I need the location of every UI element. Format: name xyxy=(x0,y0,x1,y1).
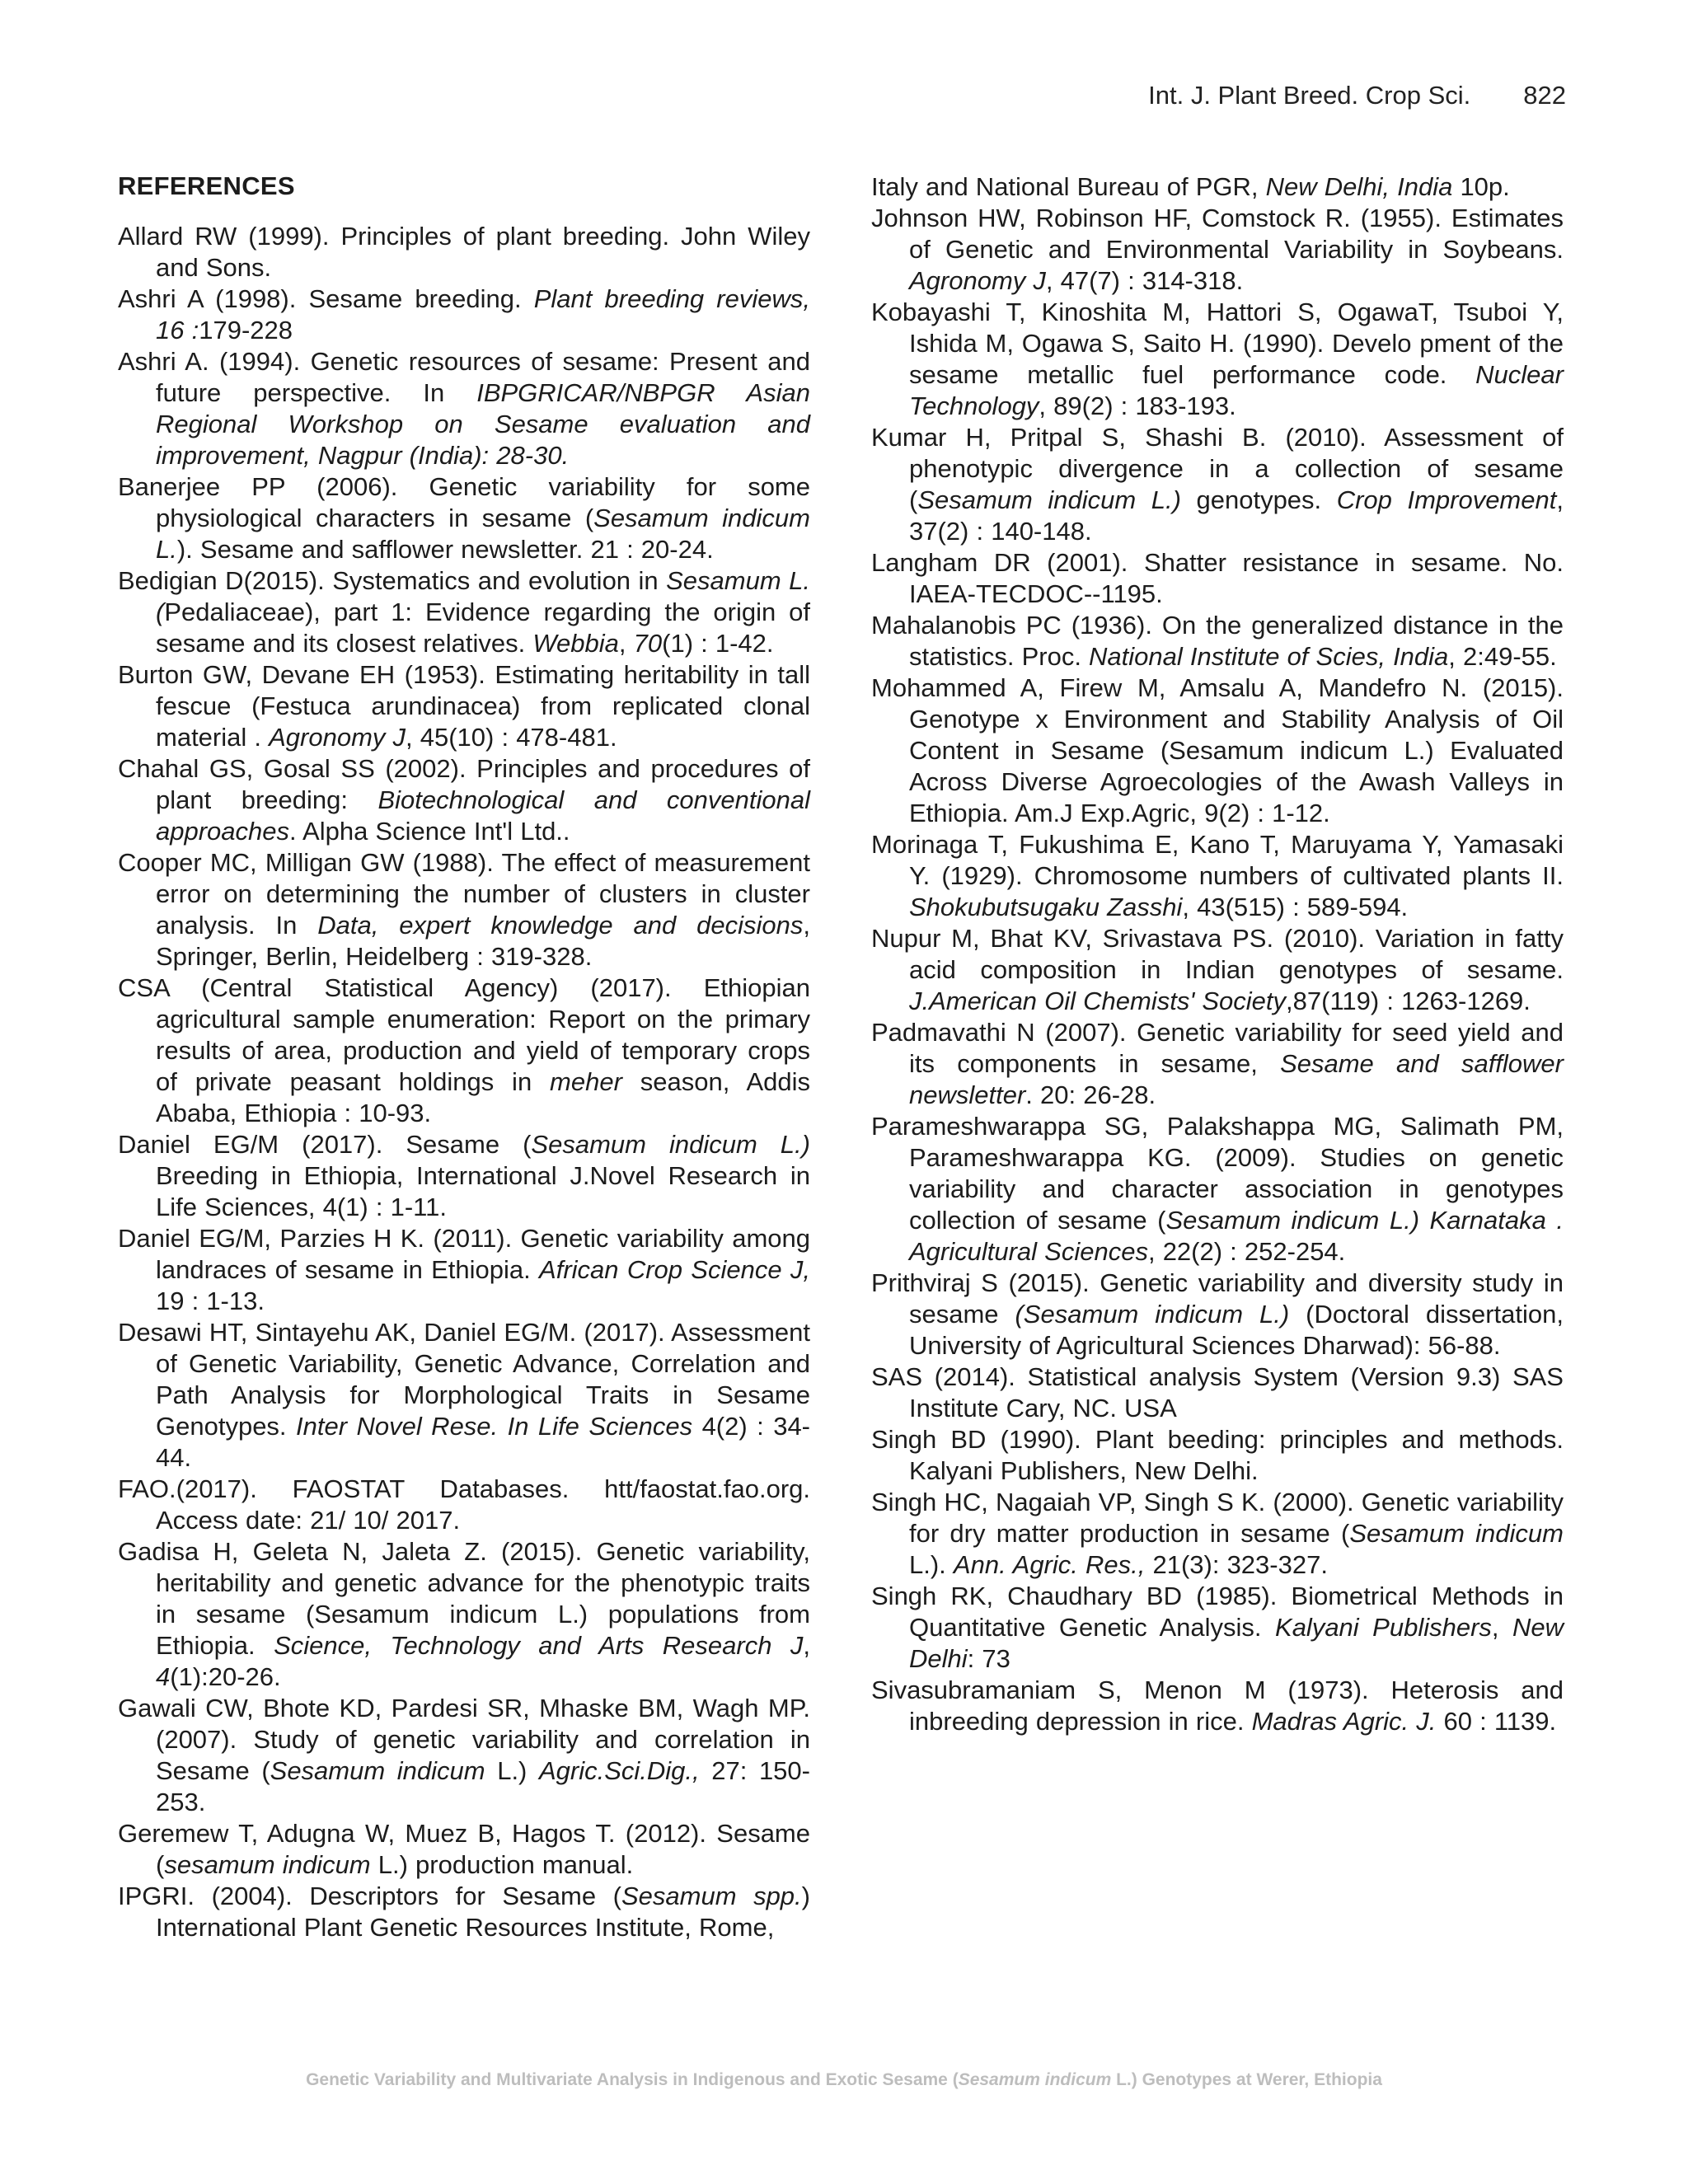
reference-text-segment: , xyxy=(803,1631,810,1660)
reference-text-segment: Sesamum indicum xyxy=(1349,1519,1564,1548)
reference-entry xyxy=(118,1129,810,1223)
reference-text-segment: ). Sesame and safflower newsletter. 21 : 20-24. xyxy=(176,535,714,564)
reference-text-segment: IBPGRICAR/NBPGR Asian Regional Workshop on Sesame evaluation and improvement, Nagpur (India): 28-30. xyxy=(156,378,810,470)
journal-title: Int. J. Plant Breed. Crop Sci. xyxy=(1148,81,1471,110)
reference-entry xyxy=(871,1424,1564,1487)
reference-text-segment: Crop Improvement xyxy=(1336,485,1557,514)
reference-text-segment: Parameshwarappa SG, Palakshappa MG, Salimath PM, Parameshwarappa KG. (2009). Studies on genetic variability and character association in genotypes collection of sesame ( xyxy=(871,1112,1564,1235)
reference-entry xyxy=(871,297,1564,422)
reference-text-segment: Singh RK, Chaudhary BD (1985). Biometrical Methods in Quantitative Genetic Analysis. xyxy=(871,1582,1564,1642)
reference-text-segment: Desawi HT, Sintayehu AK, Daniel EG/M. (2017). Assessment of Genetic Variability, Genetic Advance, Correlation and Path Analysis for Morphological Traits in Sesame Genotypes. xyxy=(118,1318,810,1441)
reference-text-segment: L.) xyxy=(485,1756,539,1785)
reference-text-segment: , 2:49-55. xyxy=(1448,642,1557,671)
reference-entry xyxy=(118,753,810,847)
reference-text-segment: season, Addis Ababa, Ethiopia : 10-93. xyxy=(156,1067,810,1127)
reference-text-segment: meher xyxy=(550,1067,622,1096)
reference-text-segment: , 22(2) : 252-254. xyxy=(1147,1237,1346,1266)
reference-entry xyxy=(871,673,1564,829)
reference-text-segment: Padmavathi N (2007). Genetic variability for seed yield and its components in sesame, xyxy=(871,1018,1564,1078)
reference-entry xyxy=(871,1361,1564,1424)
reference-entry xyxy=(118,284,810,346)
reference-text-segment: Sesamum spp. xyxy=(621,1882,802,1910)
reference-text-segment: Inter Novel Rese. In Life Sciences xyxy=(296,1412,693,1441)
reference-text-segment: L.) Genotypes at Werer, Ethiopia xyxy=(1111,2070,1382,2089)
reference-text-segment: Mahalanobis PC (1936). On the generalized distance in the statistics. Proc. xyxy=(871,611,1564,671)
reference-text-segment: J.American Oil Chemists' Society xyxy=(909,987,1287,1015)
reference-text-segment: Nupur M, Bhat KV, Srivastava PS. (2010). Variation in fatty acid composition in Indian genotypes of sesame. xyxy=(871,924,1564,984)
reference-text-segment: Plant breeding reviews, 16 : xyxy=(156,284,810,344)
reference-entry xyxy=(871,547,1564,610)
references-heading: REFERENCES xyxy=(118,171,295,200)
reference-entry xyxy=(871,610,1564,673)
reference-text-segment: Singh HC, Nagaiah VP, Singh S K. (2000). Genetic variability for dry matter production in sesame ( xyxy=(871,1488,1564,1548)
reference-text-segment: Kobayashi T, Kinoshita M, Hattori S, OgawaT, Tsuboi Y, Ishida M, Ogawa S, Saito H. (1990). Develo pment of the sesame metallic fuel performance code. xyxy=(871,298,1564,389)
reference-entry xyxy=(871,1487,1564,1581)
reference-text-segment: 19 : 1-13. xyxy=(156,1286,265,1315)
reference-text-segment: , 37(2) : 140-148. xyxy=(909,485,1564,546)
reference-entry xyxy=(871,829,1564,923)
reference-text-segment: National Institute of Scies, India xyxy=(1089,642,1449,671)
reference-entry xyxy=(118,346,810,471)
reference-text-segment: Mohammed A, Firew M, Amsalu A, Mandefro N. (2015). Genotype x Environment and Stability Analysis of Oil Content in Sesame (Sesamum indicum L.) Evaluated Across Diverse Agroecologies of the Awash Valleys in Ethiopia. Am.J Exp.Agric, 9(2) : 1-12. xyxy=(871,673,1564,827)
reference-text-segment: 27: 150-253. xyxy=(156,1756,810,1816)
reference-entry xyxy=(118,1536,810,1693)
reference-text-segment: , Springer, Berlin, Heidelberg : 319-328. xyxy=(156,911,810,971)
reference-text-segment: Agronomy J xyxy=(909,266,1046,295)
reference-text-segment: L.). xyxy=(909,1550,954,1579)
reference-text-segment: Sesamum indicum xyxy=(270,1756,485,1785)
reference-text-segment: Daniel EG/M, Parzies H K. (2011). Genetic variability among landraces of sesame in Ethiopia. xyxy=(118,1224,810,1284)
reference-text-segment: Biotechnological and conventional approaches xyxy=(156,785,810,846)
reference-text-segment: . Alpha Science Int'l Ltd.. xyxy=(289,817,570,846)
reference-text-segment: Johnson HW, Robinson HF, Comstock R. (1955). Estimates of Genetic and Environmental Variability in Soybeans. xyxy=(871,204,1564,264)
reference-text-segment: SAS (2014). Statistical analysis System (Version 9.3) SAS Institute Cary, NC. USA xyxy=(871,1362,1564,1422)
reference-text-segment: Singh BD (1990). Plant beeding: principles and methods. Kalyani Publishers, New Delhi. xyxy=(871,1425,1564,1485)
reference-text-segment: 10p. xyxy=(1452,172,1510,201)
reference-text-segment: , 43(515) : 589-594. xyxy=(1182,893,1409,921)
reference-text-segment: Nuclear Technology xyxy=(909,360,1564,420)
reference-entry xyxy=(118,1881,810,1943)
reference-entry xyxy=(118,471,810,565)
reference-text-segment: Science, Technology and Arts Research J xyxy=(274,1631,804,1660)
reference-text-segment: Shokubutsugaku Zasshi xyxy=(909,893,1183,921)
reference-text-segment: Banerjee PP (2006). Genetic variability for some physiological characters in sesame ( xyxy=(118,472,810,532)
reference-text-segment: Allard RW (1999). Principles of plant breeding. John Wiley and Sons. xyxy=(118,222,810,282)
reference-text-segment: Agric.Sci.Dig., xyxy=(538,1756,700,1785)
reference-text-segment: Genetic Variability and Multivariate Analysis in Indigenous and Exotic Sesame ( xyxy=(306,2070,959,2089)
reference-text-segment: . 20: 26-28. xyxy=(1025,1080,1156,1109)
reference-text-segment: L.) production manual. xyxy=(370,1850,634,1879)
reference-text-segment: (1) : 1-42. xyxy=(662,629,774,658)
references-column-left xyxy=(118,221,810,1943)
reference-entry xyxy=(871,1268,1564,1361)
reference-text-segment: CSA (Central Statistical Agency) (2017). Ethiopian agricultural sample enumeration: Report on the primary results of area, production and yield of temporary crops of private peasant holdings in xyxy=(118,973,810,1096)
reference-entry xyxy=(871,1017,1564,1111)
reference-entry xyxy=(118,847,810,972)
reference-text-segment: Ann. Agric. Res., xyxy=(953,1550,1146,1579)
reference-text-segment: Sesamum indicum L.) xyxy=(531,1130,810,1159)
reference-entry xyxy=(871,1581,1564,1675)
reference-text-segment: , 89(2) : 183-193. xyxy=(1039,391,1236,420)
reference-text-segment: Data, expert knowledge and decisions xyxy=(317,911,804,940)
reference-text-segment: Breeding in Ethiopia, International J.Novel Research in Life Sciences, 4(1) : 1-11. xyxy=(156,1161,810,1221)
reference-text-segment: Gawali CW, Bhote KD, Pardesi SR, Mhaske BM, Wagh MP. (2007). Study of genetic variability and correlation in Sesame ( xyxy=(118,1694,810,1785)
reference-text-segment: Italy and National Bureau of PGR, xyxy=(871,172,1266,201)
reference-text-segment: Agronomy J xyxy=(269,723,406,752)
reference-text-segment: Pedaliaceae), part 1: Evidence regarding the origin of sesame and its closest relatives. xyxy=(156,598,810,658)
reference-entry xyxy=(871,422,1564,547)
reference-text-segment: Daniel EG/M (2017). Sesame ( xyxy=(118,1130,532,1159)
reference-text-segment: New Delhi xyxy=(909,1613,1564,1673)
reference-text-segment: Burton GW, Devane EH (1953). Estimating heritability in tall fescue (Festuca arundinacea) from replicated clonal material . xyxy=(118,660,810,752)
reference-text-segment: Langham DR (2001). Shatter resistance in sesame. No. IAEA-TECDOC--1195. xyxy=(871,548,1564,608)
reference-text-segment: , 47(7) : 314-318. xyxy=(1045,266,1244,295)
reference-text-segment: Prithviraj S (2015). Genetic variability and diversity study in sesame xyxy=(871,1268,1564,1329)
reference-text-segment: IPGRI. (2004). Descriptors for Sesame ( xyxy=(118,1882,621,1910)
reference-text-segment: , xyxy=(1491,1613,1512,1642)
reference-text-segment: 4 xyxy=(156,1662,171,1691)
reference-text-segment: Sesamum indicum L.) Karnataka . Agricultural Sciences xyxy=(909,1206,1564,1266)
reference-text-segment: Sesamum indicum L.) xyxy=(917,485,1181,514)
reference-text-segment: Webbia xyxy=(532,629,619,658)
reference-text-segment: Ashri A. (1994). Genetic resources of sesame: Present and future perspective. In xyxy=(118,347,810,407)
reference-text-segment: , 45(10) : 478-481. xyxy=(406,723,617,752)
reference-entry xyxy=(118,1693,810,1818)
reference-text-segment: FAO.(2017). FAOSTAT Databases. htt/faostat.fao.org. Access date: 21/ 10/ 2017. xyxy=(118,1474,810,1535)
reference-text-segment: Kumar H, Pritpal S, Shashi B. (2010). Assessment of phenotypic divergence in a collection of sesame ( xyxy=(871,423,1564,514)
reference-entry xyxy=(118,221,810,284)
reference-text-segment: Sivasubramaniam S, Menon M (1973). Heterosis and inbreeding depression in rice. xyxy=(871,1675,1564,1736)
reference-entry xyxy=(871,171,1564,203)
reference-entry xyxy=(118,1317,810,1474)
reference-entry xyxy=(118,565,810,659)
reference-entry xyxy=(871,923,1564,1017)
reference-text-segment: : 73 xyxy=(967,1644,1010,1673)
reference-text-segment: Sesame and safflower newsletter xyxy=(909,1049,1564,1109)
reference-entry xyxy=(118,1818,810,1881)
reference-entry xyxy=(118,1223,810,1317)
reference-text-segment: Sesamum L. ( xyxy=(156,566,810,626)
reference-text-segment: Chahal GS, Gosal SS (2002). Principles and procedures of plant breeding: xyxy=(118,754,810,814)
reference-text-segment: Morinaga T, Fukushima E, Kano T, Maruyama Y, Yamasaki Y. (1929). Chromosome numbers of cultivated plants II. xyxy=(871,830,1564,890)
reference-text-segment: ) International Plant Genetic Resources Institute, Rome, xyxy=(156,1882,810,1942)
reference-text-segment: Sesamum indicum xyxy=(958,2070,1112,2089)
reference-text-segment: New Delhi, India xyxy=(1265,172,1453,201)
reference-text-segment: Sesamum indicum L. xyxy=(156,504,810,564)
reference-text-segment: (Doctoral dissertation, University of Agricultural Sciences Dharwad): 56-88. xyxy=(909,1300,1564,1360)
references-column-right xyxy=(871,171,1564,1737)
reference-entry xyxy=(118,972,810,1129)
reference-entry xyxy=(118,659,810,753)
page-number: 822 xyxy=(1523,81,1566,110)
reference-text-segment: 21(3): 323-327. xyxy=(1145,1550,1328,1579)
reference-text-segment: 4(2) : 34-44. xyxy=(156,1412,811,1472)
reference-text-segment: sesamum indicum xyxy=(164,1850,371,1879)
reference-text-segment: Bedigian D(2015). Systematics and evolution in xyxy=(118,566,667,595)
reference-text-segment: Gadisa H, Geleta N, Jaleta Z. (2015). Genetic variability, heritability and genetic advance for the phenotypic traits in sesame (Sesamum indicum L.) populations from Ethiopia. xyxy=(118,1537,810,1660)
reference-entry xyxy=(871,1675,1564,1737)
reference-text-segment: Geremew T, Adugna W, Muez B, Hagos T. (2012). Sesame ( xyxy=(118,1819,810,1879)
reference-text-segment: (Sesamum indicum L.) xyxy=(1015,1300,1290,1329)
reference-text-segment: 179-228 xyxy=(199,316,293,344)
reference-text-segment: Kalyani Publishers xyxy=(1275,1613,1492,1642)
reference-text-segment: Madras Agric. J. xyxy=(1251,1707,1437,1736)
reference-text-segment: African Crop Science J, xyxy=(539,1255,810,1284)
reference-entry xyxy=(871,1111,1564,1268)
reference-text-segment: Cooper MC, Milligan GW (1988). The effect of measurement error on determining the number of clusters in cluster analysis. In xyxy=(118,848,810,940)
reference-text-segment: 70 xyxy=(633,629,663,658)
reference-entry xyxy=(118,1474,810,1536)
reference-text-segment: 60 : 1139. xyxy=(1436,1707,1557,1736)
reference-text-segment: Ashri A (1998). Sesame breeding. xyxy=(118,284,534,313)
reference-text-segment: , xyxy=(618,629,634,658)
running-footer xyxy=(0,2070,1688,2095)
reference-text-segment: (1):20-26. xyxy=(170,1662,281,1691)
reference-entry xyxy=(871,203,1564,297)
reference-text-segment: ,87(119) : 1263-1269. xyxy=(1286,987,1531,1015)
reference-text-segment: genotypes. xyxy=(1180,485,1337,514)
running-header xyxy=(1022,79,1566,112)
